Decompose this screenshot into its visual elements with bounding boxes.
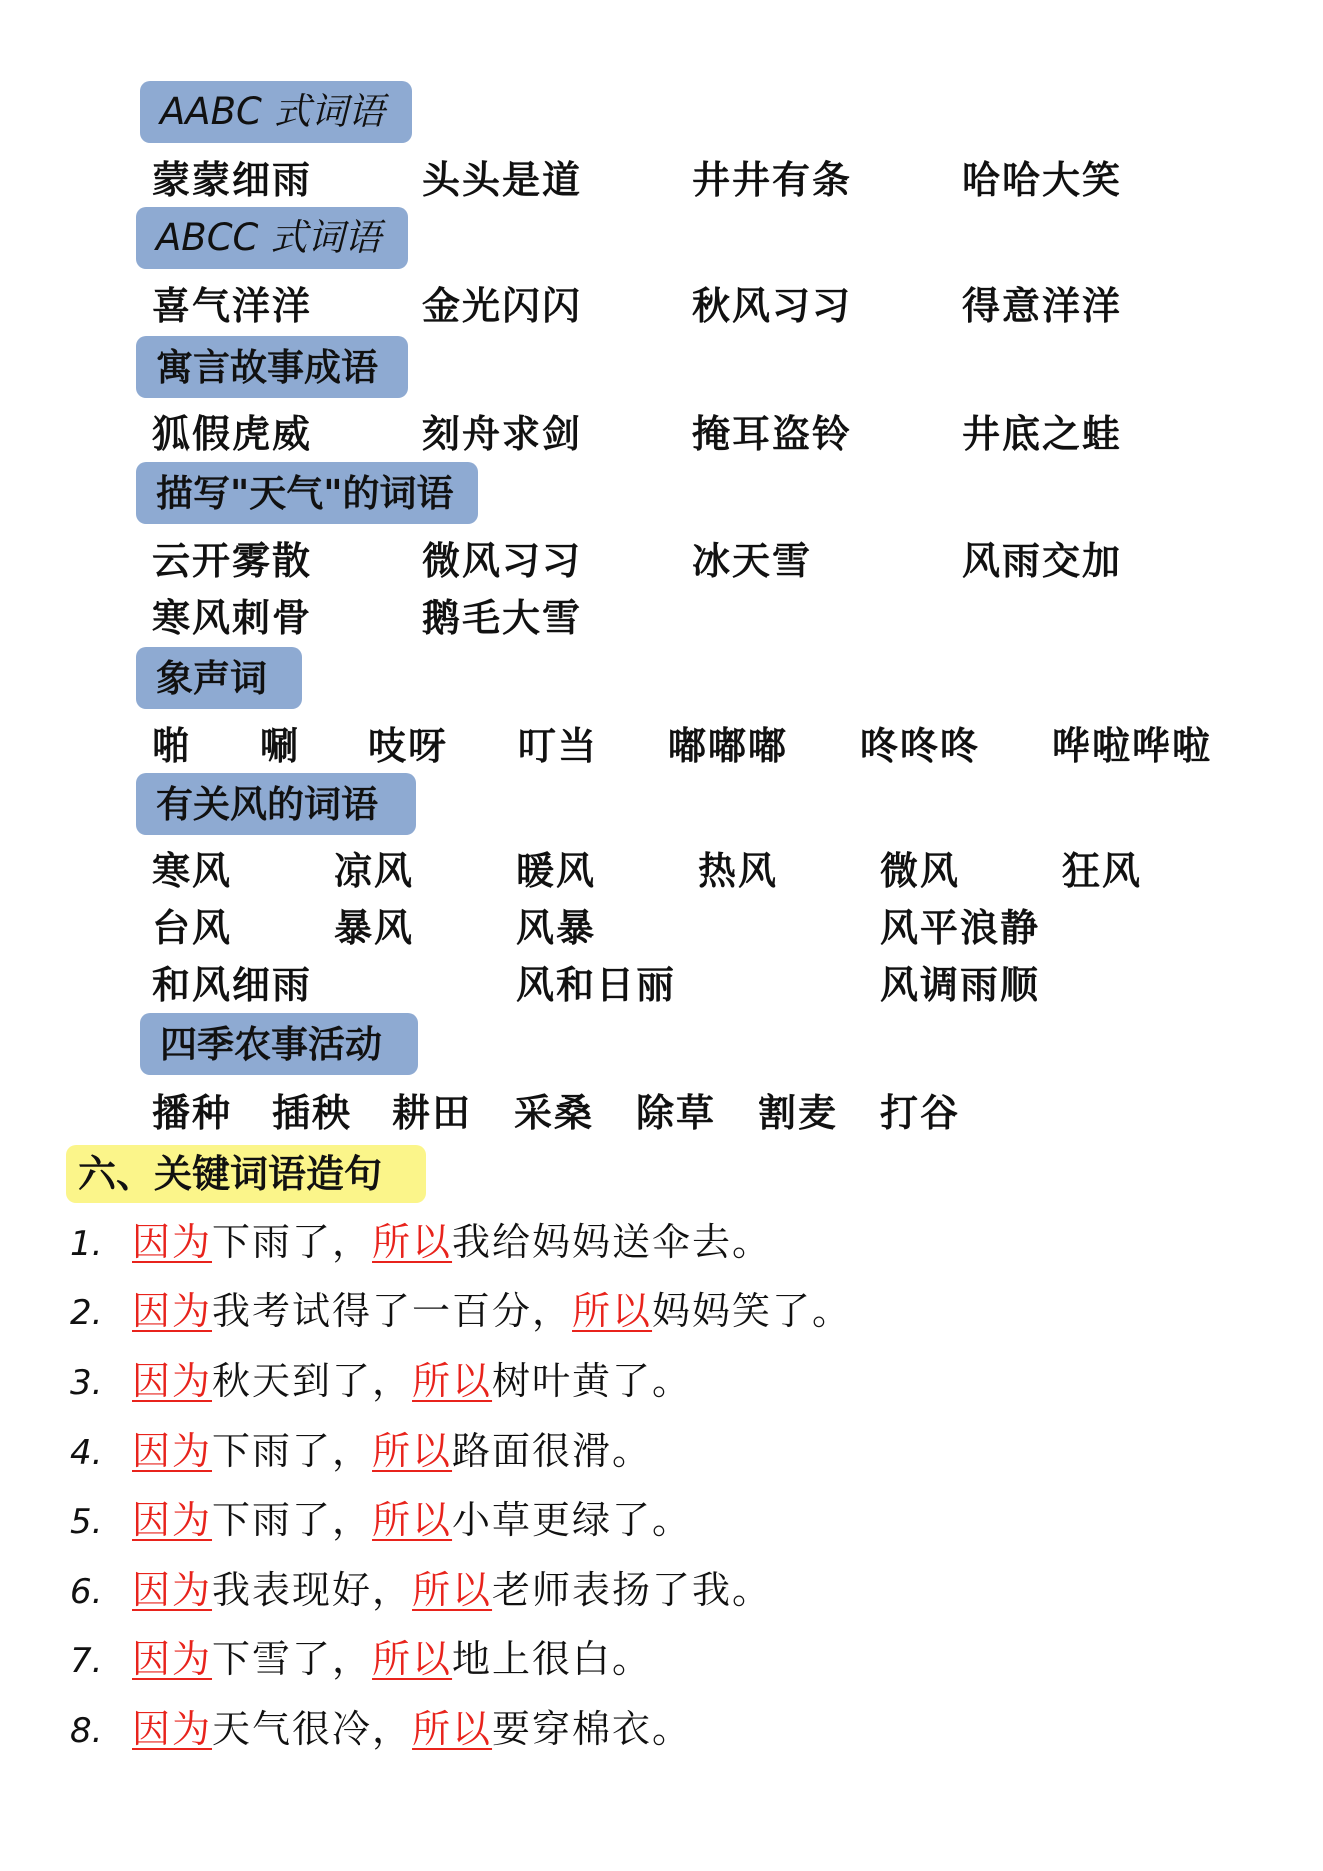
sentence-end: 要穿棉衣。 [492,1707,693,1751]
sentence-end: 树叶黄了。 [492,1359,693,1403]
word: 耕田 [392,1090,473,1135]
sentence-end: 小草更绿了。 [452,1498,693,1542]
word: 风平浪静 [880,905,1041,950]
section-header-fable-idioms: 寓言故事成语 [136,336,408,398]
word: 台风 [152,905,233,950]
word: 啪 [152,723,193,768]
keyword-so: 所以 [372,1220,453,1264]
word: 狂风 [1062,848,1143,893]
word: 云开雾散 [152,538,313,583]
word: 插秧 [272,1090,353,1135]
sentence-number: 6. [70,1572,103,1612]
sentence-end: 地上很白。 [452,1637,653,1681]
sentence-number: 8. [70,1711,103,1751]
sentence-number: 1. [70,1224,103,1264]
word: 嘟嘟嘟 [668,723,789,768]
keyword-so: 所以 [372,1637,453,1681]
word: 井井有条 [692,157,853,202]
sentence-1 [70,1214,772,1272]
word: 得意洋洋 [962,283,1123,328]
word: 头头是道 [422,157,583,202]
sentence-middle: 我表现好， [212,1568,413,1612]
sentence-middle: 下雪了， [212,1637,373,1681]
sentence-number: 4. [70,1433,103,1473]
word: 蒙蒙细雨 [152,157,313,202]
sentence-end: 妈妈笑了。 [652,1289,853,1333]
sentence-middle: 下雨了， [212,1220,373,1264]
keyword-because: 因为 [132,1498,213,1542]
sentence-middle: 下雨了， [212,1498,373,1542]
sentence-end: 路面很滑。 [452,1429,653,1473]
word: 风暴 [516,905,597,950]
word: 哈哈大笑 [962,157,1123,202]
section-header-abcc: ABCC 式词语 [136,207,408,269]
word: 寒风刺骨 [152,595,313,640]
word: 唰 [260,723,301,768]
sentence-6 [70,1562,772,1620]
sentence-end: 我给妈妈送伞去。 [452,1220,773,1264]
sentence-number: 7. [70,1641,103,1681]
keyword-so: 所以 [372,1429,453,1473]
keyword-so: 所以 [412,1568,493,1612]
word: 采桑 [514,1090,595,1135]
sentence-5 [70,1492,692,1550]
word: 寒风 [152,848,233,893]
sentence-middle: 秋天到了， [212,1359,413,1403]
keyword-because: 因为 [132,1707,213,1751]
word: 吱呀 [368,723,449,768]
sentence-number: 5. [70,1502,103,1542]
word: 秋风习习 [692,283,853,328]
word: 狐假虎威 [152,411,313,456]
word: 叮当 [518,723,599,768]
word: 打谷 [880,1090,961,1135]
sentence-8 [70,1701,692,1759]
sentence-2 [70,1283,852,1341]
sentence-3 [70,1353,692,1411]
word: 和风细雨 [152,962,313,1007]
section6-title: 六、关键词语造句 [66,1145,426,1203]
word: 微风习习 [422,538,583,583]
keyword-so: 所以 [412,1359,493,1403]
word: 风和日丽 [516,962,677,1007]
word: 凉风 [334,848,415,893]
word: 咚咚咚 [860,723,981,768]
sentence-end: 老师表扬了我。 [492,1568,773,1612]
sentence-7 [70,1631,652,1689]
sentence-4 [70,1423,652,1481]
keyword-because: 因为 [132,1568,213,1612]
word: 微风 [880,848,961,893]
word: 冰天雪 [692,538,813,583]
keyword-because: 因为 [132,1429,213,1473]
word: 热风 [698,848,779,893]
word: 割麦 [758,1090,839,1135]
word: 风雨交加 [962,538,1123,583]
keyword-so: 所以 [572,1289,653,1333]
sentence-number: 2. [70,1293,103,1333]
word: 井底之蛙 [962,411,1123,456]
word: 掩耳盗铃 [692,411,853,456]
section-header-wind-words: 有关风的词语 [136,773,416,835]
keyword-because: 因为 [132,1637,213,1681]
word: 刻舟求剑 [422,411,583,456]
keyword-because: 因为 [132,1289,213,1333]
keyword-because: 因为 [132,1220,213,1264]
word: 除草 [636,1090,717,1135]
section-header-aabc: AABC 式词语 [140,81,412,143]
word: 金光闪闪 [422,283,583,328]
section-header-farm-activities: 四季农事活动 [140,1013,418,1075]
word: 暴风 [334,905,415,950]
section-header-weather-words: 描写"天气"的词语 [136,462,478,524]
word: 喜气洋洋 [152,283,313,328]
word: 风调雨顺 [880,962,1041,1007]
keyword-so: 所以 [372,1498,453,1542]
word: 鹅毛大雪 [422,595,583,640]
word: 播种 [152,1090,233,1135]
word: 暖风 [516,848,597,893]
sentence-middle: 天气很冷， [212,1707,413,1751]
keyword-so: 所以 [412,1707,493,1751]
sentence-middle: 下雨了， [212,1429,373,1473]
word: 哗啦哗啦 [1052,723,1213,768]
sentence-number: 3. [70,1363,103,1403]
keyword-because: 因为 [132,1359,213,1403]
section-header-onomatopoeia: 象声词 [136,647,302,709]
sentence-middle: 我考试得了一百分， [212,1289,573,1333]
